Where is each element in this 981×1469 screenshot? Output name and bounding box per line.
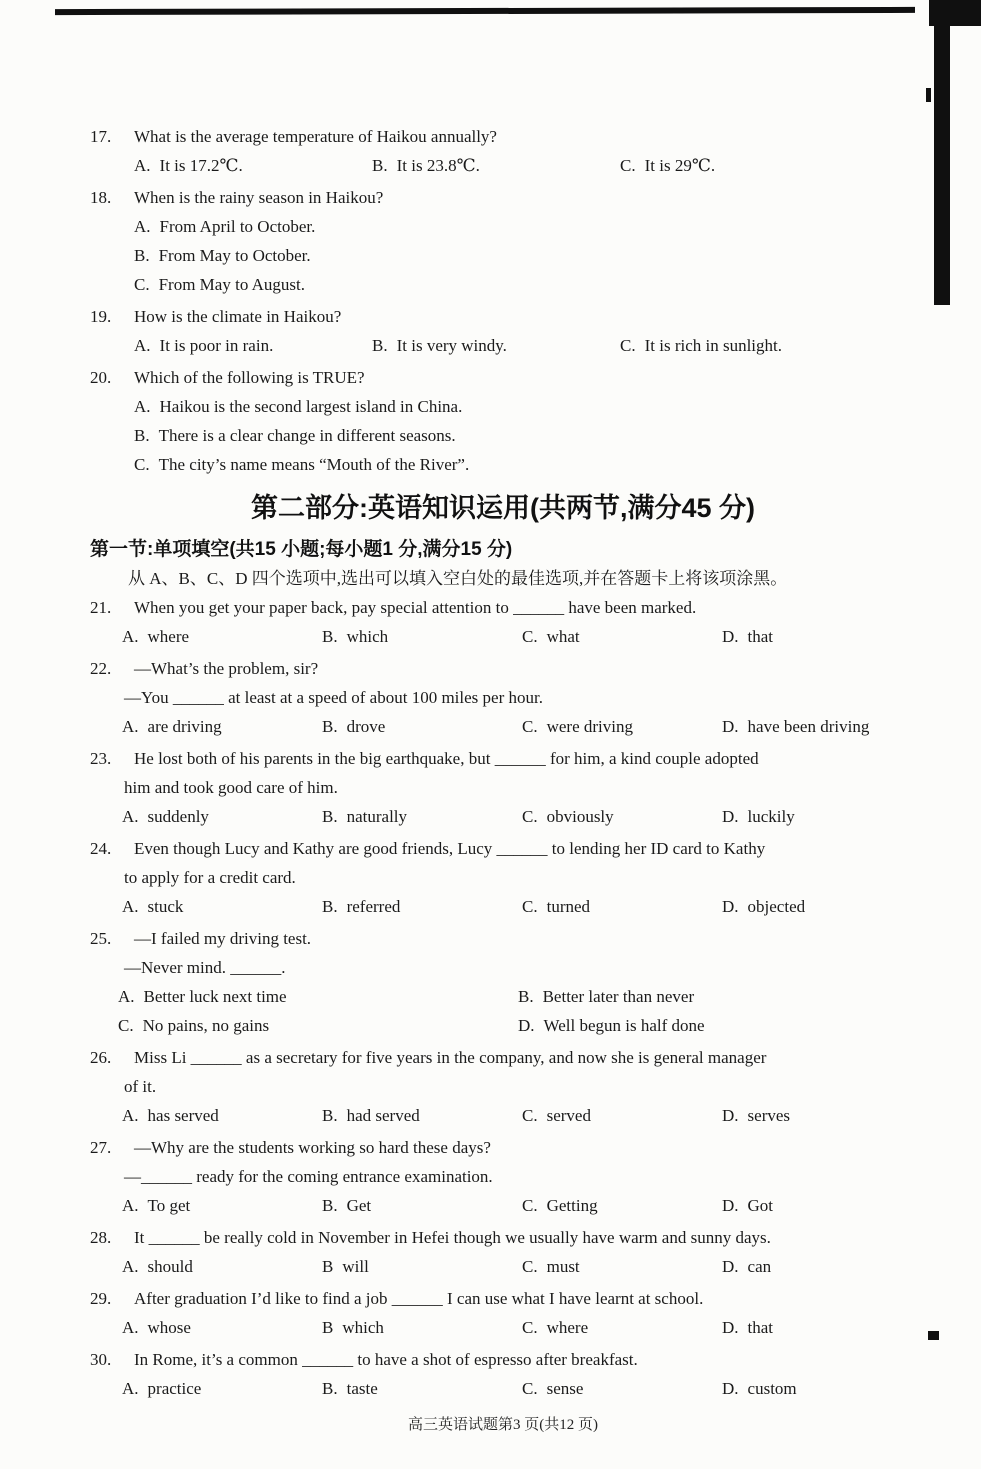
option-label: C. bbox=[134, 275, 150, 294]
section-subtitle: 第一节:单项填空(共15 小题;每小题1 分,满分15 分) bbox=[90, 539, 513, 560]
question-stem-text: him and took good care of him. bbox=[124, 778, 338, 797]
option-B bbox=[322, 892, 522, 921]
options bbox=[90, 331, 916, 360]
options bbox=[90, 712, 916, 741]
question-22 bbox=[90, 654, 916, 741]
options bbox=[90, 622, 916, 651]
option-text: custom bbox=[747, 1379, 797, 1398]
question-stem-line bbox=[90, 834, 916, 863]
option-label: B bbox=[322, 1318, 334, 1337]
question-number: 18. bbox=[90, 188, 112, 207]
option-B bbox=[372, 331, 620, 360]
question-20 bbox=[90, 363, 916, 479]
option-label: C. bbox=[620, 336, 636, 355]
question-stem-text: It ______ be really cold in November in Hefei though we usually have warm and sunny days. bbox=[134, 1228, 771, 1247]
question-stem-text: —What’s the problem, sir? bbox=[134, 659, 319, 678]
option-label: B. bbox=[322, 627, 338, 646]
option-text: It is poor in rain. bbox=[159, 336, 274, 355]
option-label: B. bbox=[322, 807, 338, 826]
option-C bbox=[522, 712, 722, 741]
option-A bbox=[122, 802, 322, 831]
option-C bbox=[522, 1101, 722, 1130]
option-text: where bbox=[147, 627, 190, 646]
question-stem-line bbox=[90, 1223, 916, 1252]
option-text: are driving bbox=[147, 717, 222, 736]
option-D bbox=[722, 1101, 916, 1130]
option-text: It is 29℃. bbox=[644, 156, 716, 175]
option-text: Better luck next time bbox=[143, 987, 287, 1006]
option-text: were driving bbox=[546, 717, 633, 736]
option-A bbox=[122, 1191, 322, 1220]
question-number: 26. bbox=[90, 1048, 112, 1067]
question-stem-text: He lost both of his parents in the big earthquake, but ______ for him, a kind couple adopted bbox=[134, 749, 759, 768]
options bbox=[90, 892, 916, 921]
option-D bbox=[722, 892, 916, 921]
question-stem-line bbox=[90, 654, 916, 683]
options bbox=[90, 982, 916, 1040]
option-text: It is 17.2℃. bbox=[159, 156, 243, 175]
option-A bbox=[134, 212, 916, 241]
option-label: D. bbox=[722, 897, 739, 916]
option-label: A. bbox=[122, 717, 139, 736]
option-label: B. bbox=[518, 987, 534, 1006]
question-26 bbox=[90, 1043, 916, 1130]
option-label: A. bbox=[134, 336, 151, 355]
option-C bbox=[620, 331, 916, 360]
option-C bbox=[522, 802, 722, 831]
option-B bbox=[322, 1191, 522, 1220]
question-29 bbox=[90, 1284, 916, 1342]
option-text: stuck bbox=[147, 897, 184, 916]
option-label: C. bbox=[134, 455, 150, 474]
option-text: must bbox=[546, 1257, 580, 1276]
option-C bbox=[118, 1011, 518, 1040]
question-28 bbox=[90, 1223, 916, 1281]
option-label: C. bbox=[522, 627, 538, 646]
option-text: drove bbox=[346, 717, 386, 736]
option-text: Well begun is half done bbox=[543, 1016, 705, 1035]
question-stem-text: —Why are the students working so hard these days? bbox=[134, 1138, 491, 1157]
question-stem-text: to apply for a credit card. bbox=[124, 868, 296, 887]
option-text: It is very windy. bbox=[396, 336, 507, 355]
option-B bbox=[322, 1374, 522, 1403]
question-stem-text: In Rome, it’s a common ______ to have a shot of espresso after breakfast. bbox=[134, 1350, 638, 1369]
option-label: B. bbox=[322, 1196, 338, 1215]
option-text: that bbox=[747, 1318, 774, 1337]
option-text: serves bbox=[747, 1106, 791, 1125]
option-C bbox=[134, 450, 916, 479]
question-stem-line bbox=[90, 924, 916, 953]
option-label: A. bbox=[122, 807, 139, 826]
scan-artifact-right-tick bbox=[926, 88, 931, 102]
option-label: D. bbox=[722, 1379, 739, 1398]
option-label: A. bbox=[122, 1257, 139, 1276]
option-D bbox=[722, 1191, 916, 1220]
question-30 bbox=[90, 1345, 916, 1403]
option-text: should bbox=[147, 1257, 193, 1276]
option-label: D. bbox=[722, 627, 739, 646]
option-A bbox=[122, 1252, 322, 1281]
option-B bbox=[518, 982, 916, 1011]
scan-artifact-bottom-dot bbox=[928, 1331, 939, 1340]
question-stem-line bbox=[90, 593, 916, 622]
option-D bbox=[722, 622, 916, 651]
option-text: Got bbox=[747, 1196, 774, 1215]
option-label: B. bbox=[322, 1379, 338, 1398]
question-stem-line bbox=[90, 683, 916, 712]
option-A bbox=[134, 331, 372, 360]
option-A bbox=[122, 712, 322, 741]
option-A bbox=[122, 892, 322, 921]
option-C bbox=[134, 270, 916, 299]
option-text: It is 23.8℃. bbox=[396, 156, 480, 175]
option-text: whose bbox=[147, 1318, 191, 1337]
question-stem-line bbox=[90, 122, 916, 151]
question-number: 20. bbox=[90, 368, 112, 387]
question-number: 21. bbox=[90, 598, 112, 617]
question-number: 25. bbox=[90, 929, 112, 948]
option-A bbox=[122, 622, 322, 651]
option-label: A. bbox=[122, 1318, 139, 1337]
option-B bbox=[322, 1252, 522, 1281]
option-A bbox=[122, 1374, 322, 1403]
option-C bbox=[522, 1191, 722, 1220]
option-C bbox=[522, 1374, 722, 1403]
option-B bbox=[134, 241, 916, 270]
option-text: The city’s name means “Mouth of the River”. bbox=[158, 455, 470, 474]
question-number: 30. bbox=[90, 1350, 112, 1369]
option-B bbox=[322, 712, 522, 741]
option-text: Better later than never bbox=[542, 987, 695, 1006]
question-stem-line bbox=[90, 363, 916, 392]
options bbox=[90, 802, 916, 831]
option-label: C. bbox=[522, 717, 538, 736]
question-25 bbox=[90, 924, 916, 1040]
options bbox=[90, 212, 916, 299]
question-24 bbox=[90, 834, 916, 921]
option-text: naturally bbox=[346, 807, 408, 826]
options bbox=[90, 1313, 916, 1342]
option-label: C. bbox=[522, 1106, 538, 1125]
option-label: D. bbox=[722, 1257, 739, 1276]
question-stem-line bbox=[90, 953, 916, 982]
question-stem-line bbox=[90, 1345, 916, 1374]
question-number: 29. bbox=[90, 1289, 112, 1308]
option-text: obviously bbox=[546, 807, 614, 826]
question-stem-line bbox=[90, 1162, 916, 1191]
option-label: A. bbox=[122, 1379, 139, 1398]
question-stem-text: —Never mind. ______. bbox=[124, 958, 286, 977]
option-C bbox=[522, 622, 722, 651]
option-C bbox=[522, 892, 722, 921]
option-B bbox=[322, 1101, 522, 1130]
option-D bbox=[722, 802, 916, 831]
option-text: From May to October. bbox=[158, 246, 311, 265]
question-stem-line bbox=[90, 773, 916, 802]
option-label: A. bbox=[122, 897, 139, 916]
question-18 bbox=[90, 183, 916, 299]
scan-artifact-right-bar bbox=[934, 0, 950, 305]
question-stem-text: When is the rainy season in Haikou? bbox=[134, 188, 384, 207]
option-C bbox=[620, 151, 916, 180]
question-stem-line bbox=[90, 863, 916, 892]
option-text: Haikou is the second largest island in China. bbox=[159, 397, 463, 416]
question-number: 28. bbox=[90, 1228, 112, 1247]
option-text: From April to October. bbox=[159, 217, 316, 236]
option-text: Get bbox=[346, 1196, 372, 1215]
option-label: B. bbox=[322, 717, 338, 736]
option-A bbox=[134, 151, 372, 180]
option-B bbox=[372, 151, 620, 180]
option-text: suddenly bbox=[147, 807, 209, 826]
option-text: referred bbox=[346, 897, 401, 916]
option-label: C. bbox=[522, 807, 538, 826]
option-text: which bbox=[346, 627, 389, 646]
options bbox=[90, 1101, 916, 1130]
option-label: C. bbox=[522, 1257, 538, 1276]
question-21 bbox=[90, 593, 916, 651]
option-label: A. bbox=[134, 397, 151, 416]
option-label: A. bbox=[134, 217, 151, 236]
option-label: B. bbox=[372, 156, 388, 175]
option-B bbox=[134, 421, 916, 450]
options bbox=[90, 1374, 916, 1403]
option-text: To get bbox=[147, 1196, 191, 1215]
question-stem-line bbox=[90, 302, 916, 331]
option-C bbox=[522, 1252, 722, 1281]
option-text: turned bbox=[546, 897, 591, 916]
option-D bbox=[722, 1374, 916, 1403]
option-text: which bbox=[342, 1318, 384, 1337]
option-label: C. bbox=[522, 1196, 538, 1215]
option-text: what bbox=[546, 627, 580, 646]
question-stem-line bbox=[90, 1133, 916, 1162]
section-instruction: 从 A、B、C、D 四个选项中,选出可以填入空白处的最佳选项,并在答题卡上将该项涂黑。 bbox=[128, 569, 788, 588]
page-footer: 高三英语试题第3 页(共12 页) bbox=[408, 1417, 598, 1433]
question-stem-text: Miss Li ______ as a secretary for five years in the company, and now she is general manager bbox=[134, 1048, 767, 1067]
option-B bbox=[322, 802, 522, 831]
option-text: luckily bbox=[747, 807, 795, 826]
question-stem-text: —You ______ at least at a speed of about 100 miles per hour. bbox=[124, 688, 543, 707]
option-C bbox=[522, 1313, 722, 1342]
option-text: will bbox=[342, 1257, 369, 1276]
question-stem-text: When you get your paper back, pay special attention to ______ have been marked. bbox=[134, 598, 697, 617]
option-text: that bbox=[747, 627, 774, 646]
option-D bbox=[722, 712, 916, 741]
option-D bbox=[518, 1011, 916, 1040]
question-stem-text: How is the climate in Haikou? bbox=[134, 307, 342, 326]
option-text: Getting bbox=[546, 1196, 598, 1215]
question-stem-text: What is the average temperature of Haikou annually? bbox=[134, 127, 497, 146]
option-B bbox=[322, 1313, 522, 1342]
question-stem-line bbox=[90, 744, 916, 773]
question-number: 19. bbox=[90, 307, 112, 326]
option-label: C. bbox=[522, 1318, 538, 1337]
options bbox=[90, 1252, 916, 1281]
option-label: A. bbox=[134, 156, 151, 175]
option-D bbox=[722, 1252, 916, 1281]
option-label: A. bbox=[118, 987, 135, 1006]
question-23 bbox=[90, 744, 916, 831]
option-text: From May to August. bbox=[158, 275, 305, 294]
option-label: D. bbox=[518, 1016, 535, 1035]
option-text: There is a clear change in different seasons. bbox=[158, 426, 456, 445]
option-A bbox=[122, 1313, 322, 1342]
option-text: where bbox=[546, 1318, 589, 1337]
question-number: 24. bbox=[90, 839, 112, 858]
question-stem-line bbox=[90, 1284, 916, 1313]
option-label: B. bbox=[322, 1106, 338, 1125]
option-text: It is rich in sunlight. bbox=[644, 336, 783, 355]
question-27 bbox=[90, 1133, 916, 1220]
option-label: A. bbox=[122, 627, 139, 646]
option-text: taste bbox=[346, 1379, 378, 1398]
option-text: can bbox=[747, 1257, 772, 1276]
option-label: B. bbox=[372, 336, 388, 355]
multiple-choice-questions bbox=[90, 593, 916, 1403]
options bbox=[90, 1191, 916, 1220]
option-label: C. bbox=[620, 156, 636, 175]
question-number: 17. bbox=[90, 127, 112, 146]
option-text: objected bbox=[747, 897, 806, 916]
option-B bbox=[322, 622, 522, 651]
option-label: D. bbox=[722, 1196, 739, 1215]
question-stem-text: After graduation I’d like to find a job ______ I can use what I have learnt at school. bbox=[134, 1289, 704, 1308]
option-text: practice bbox=[147, 1379, 202, 1398]
question-stem-line bbox=[90, 183, 916, 212]
option-label: B bbox=[322, 1257, 334, 1276]
listening-questions bbox=[90, 122, 916, 479]
question-stem-text: Which of the following is TRUE? bbox=[134, 368, 365, 387]
option-A bbox=[134, 392, 916, 421]
option-A bbox=[118, 982, 518, 1011]
question-stem-text: —I failed my driving test. bbox=[134, 929, 312, 948]
option-D bbox=[722, 1313, 916, 1342]
question-19 bbox=[90, 302, 916, 360]
option-text: No pains, no gains bbox=[142, 1016, 270, 1035]
option-label: B. bbox=[134, 246, 150, 265]
option-A bbox=[122, 1101, 322, 1130]
question-stem-line bbox=[90, 1072, 916, 1101]
option-label: C. bbox=[522, 897, 538, 916]
options bbox=[90, 151, 916, 180]
option-label: D. bbox=[722, 1318, 739, 1337]
option-label: D. bbox=[722, 1106, 739, 1125]
question-stem-text: Even though Lucy and Kathy are good friends, Lucy ______ to lending her ID card to Kathy bbox=[134, 839, 766, 858]
options bbox=[90, 392, 916, 479]
question-number: 22. bbox=[90, 659, 112, 678]
option-label: A. bbox=[122, 1106, 139, 1125]
option-text: served bbox=[546, 1106, 591, 1125]
option-label: D. bbox=[722, 717, 739, 736]
option-label: B. bbox=[134, 426, 150, 445]
option-text: have been driving bbox=[747, 717, 870, 736]
question-stem-text: —______ ready for the coming entrance examination. bbox=[124, 1167, 493, 1186]
option-label: B. bbox=[322, 897, 338, 916]
question-number: 23. bbox=[90, 749, 112, 768]
option-text: had served bbox=[346, 1106, 420, 1125]
option-text: has served bbox=[147, 1106, 219, 1125]
question-number: 27. bbox=[90, 1138, 112, 1157]
option-label: A. bbox=[122, 1196, 139, 1215]
option-label: C. bbox=[522, 1379, 538, 1398]
question-stem-line bbox=[90, 1043, 916, 1072]
question-stem-text: of it. bbox=[124, 1077, 157, 1096]
option-text: sense bbox=[546, 1379, 584, 1398]
section-title: 第二部分:英语知识运用(共两节,满分45 分) bbox=[250, 493, 755, 523]
question-17 bbox=[90, 122, 916, 180]
option-label: D. bbox=[722, 807, 739, 826]
option-label: C. bbox=[118, 1016, 134, 1035]
